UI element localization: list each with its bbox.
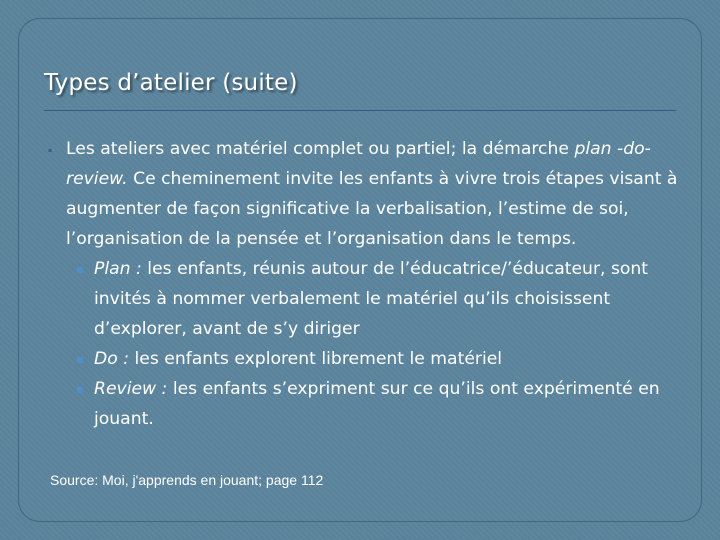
sub-bullet-icon: ▪	[76, 382, 85, 396]
sub-bullet-text: les enfants explorent librement le matériel	[134, 349, 503, 369]
sub-bullet-term: Review :	[94, 379, 168, 399]
main-bullet-text: Les ateliers avec matériel complet ou partiel; la démarche	[66, 139, 569, 159]
title-divider	[44, 110, 676, 111]
sub-bullet-plan	[66, 254, 686, 344]
bullet-marker-icon: ▪	[48, 147, 53, 154]
sub-bullet-text: les enfants s’expriment sur ce qu’ils ont expérimenté en jouant.	[94, 379, 660, 429]
source-citation: Source: Moi, j'apprends en jouant; page 112	[50, 472, 324, 488]
main-bullet-italic: plan -do-review.	[66, 139, 651, 189]
sub-bullet-review	[66, 374, 686, 434]
main-bullet	[66, 134, 686, 254]
sub-bullet-icon: ▪	[76, 352, 85, 366]
slide-title: Types d’atelier (suite)	[44, 70, 298, 96]
sub-bullet-term: Plan :	[94, 259, 142, 279]
slide-body	[66, 134, 686, 434]
sub-bullet-text: les enfants, réunis autour de l’éducatrice/’éducateur, sont invités à nommer verbalement le matériel qu’ils choisissent d’explorer, avant de s’y diriger	[94, 259, 649, 339]
main-bullet-rest: Ce cheminement invite les enfants à vivre trois étapes visant à augmenter de façon significative la verbalisation, l’estime de soi, l’organisation de la pensée et l’organisation dans le temps.	[66, 169, 678, 249]
sub-bullet-do	[66, 344, 686, 374]
sub-bullet-term: Do :	[94, 349, 130, 369]
sub-bullet-icon: ▪	[76, 262, 85, 276]
